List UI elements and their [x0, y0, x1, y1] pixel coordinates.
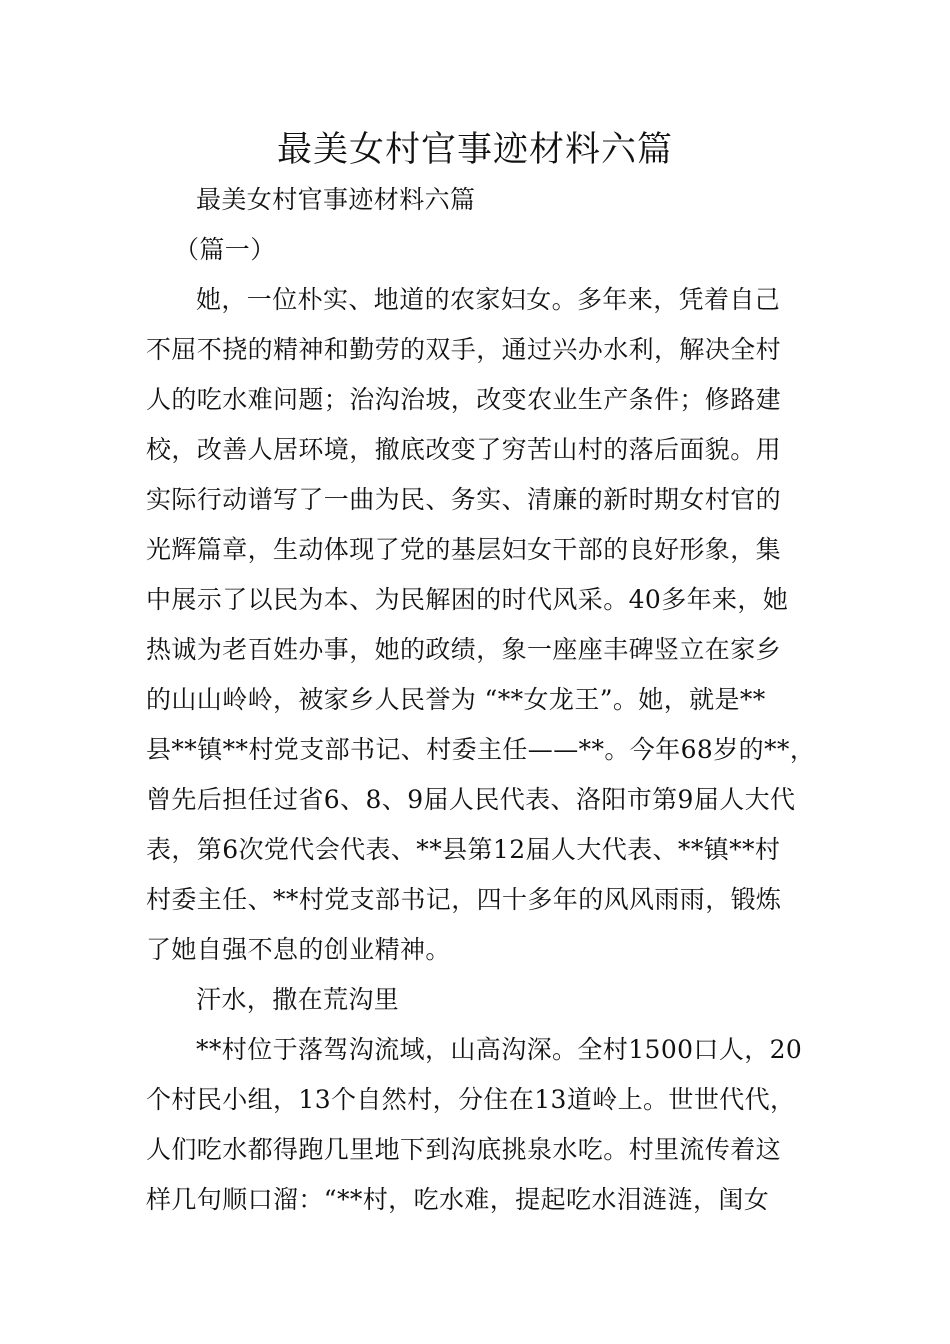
paragraph-line: 她，一位朴实、地道的农家妇女。多年来，凭着自己: [196, 285, 781, 314]
paragraph-line: 曾先后担任过省6、8、9届人民代表、洛阳市第9届人大代: [146, 785, 796, 814]
document-body: [146, 175, 826, 1225]
paragraph-line: 人们吃水都得跑几里地下到沟底挑泉水吃。村里流传着这: [146, 1135, 782, 1164]
paragraph-line: 县**镇**村党支部书记、村委主任——**。今年68岁的**，: [146, 735, 816, 764]
paragraph-line: **村位于落驾沟流域，山高沟深。全村1500口人，20: [196, 1035, 803, 1064]
paragraph-line: 光辉篇章，生动体现了党的基层妇女干部的良好形象，集: [146, 535, 782, 564]
paragraph-line: 样几句顺口溜：“**村，吃水难，提起吃水泪涟涟，闺女: [146, 1185, 770, 1214]
paragraph-line: 表，第6次党代会代表、**县第12届人大代表、**镇**村: [146, 835, 781, 864]
subtitle-line: 最美女村官事迹材料六篇: [196, 185, 476, 214]
section-label: （篇一）: [174, 235, 276, 264]
document-title: 最美女村官事迹材料六篇: [276, 130, 673, 170]
paragraph-line: 实际行动谱写了一曲为民、务实、清廉的新时期女村官的: [146, 485, 782, 514]
section-heading: 汗水，撒在荒沟里: [196, 985, 400, 1014]
paragraph-line: 村委主任、**村党支部书记，四十多年的风风雨雨，锻炼: [146, 885, 782, 914]
paragraph-line: 人的吃水难问题；治沟治坡，改变农业生产条件；修路建: [146, 385, 782, 414]
paragraph-line: 个村民小组，13个自然村，分住在13道岭上。世世代代，: [146, 1085, 796, 1114]
paragraph-line: 中展示了以民为本、为民解困的时代风采。40多年来，她: [146, 585, 789, 614]
paragraph-line: 的山山岭岭，被家乡人民誉为 “**女龙王”。她，就是**: [146, 685, 766, 714]
paragraph-line: 热诚为老百姓办事，她的政绩，象一座座丰碑竖立在家乡: [146, 635, 782, 664]
paragraph-line: 校，改善人居环境，撤底改变了穷苦山村的落后面貌。用: [146, 435, 782, 464]
paragraph-line: 了她自强不息的创业精神。: [146, 935, 451, 964]
paragraph-line: 不屈不挠的精神和勤劳的双手，通过兴办水利，解决全村: [146, 335, 782, 364]
